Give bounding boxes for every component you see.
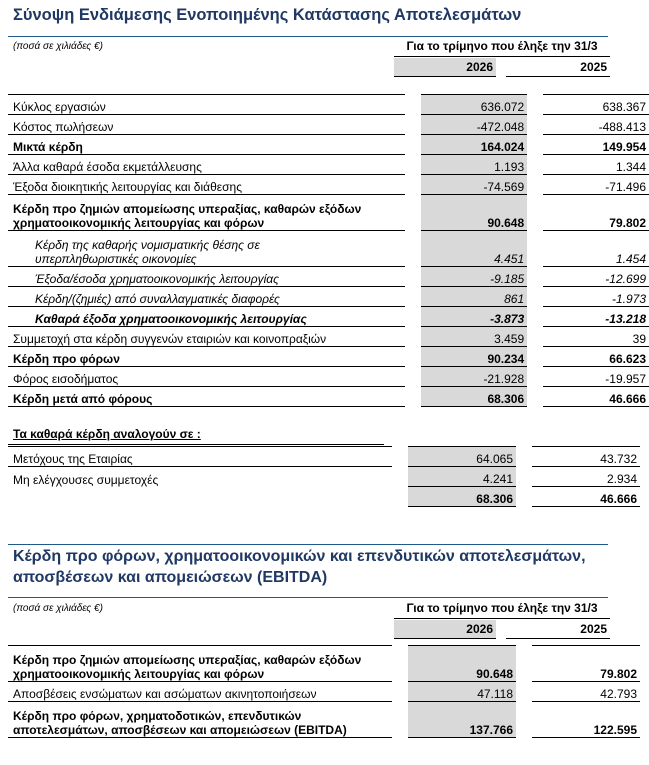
value-2025: -71.496: [543, 175, 649, 195]
value-2025: 638.367: [543, 95, 649, 115]
section1-title-rule: [8, 36, 608, 37]
section1-units: (ποσά σε χιλιάδες €): [13, 41, 103, 52]
value-2025: 2.934: [532, 467, 640, 487]
value-2026: -472.048: [421, 115, 527, 135]
value-2025: 1.454: [543, 231, 649, 267]
row-label: Κέρδη/(ζημιές) από συναλλαγματικές διαφορές: [8, 287, 405, 307]
attribution-table: [8, 446, 640, 507]
income-statement-table: [8, 94, 649, 407]
row-label: Συμμετοχή στα κέρδη συγγενών εταιριών και κοινοπραξιών: [8, 327, 405, 347]
value-2026: -74.569: [421, 175, 527, 195]
row-label: Μικτά κέρδη: [8, 135, 405, 155]
table-row: [8, 135, 649, 155]
value-2025: 149.954: [543, 135, 649, 155]
table-row: [8, 95, 649, 115]
value-2026: 90.234: [421, 347, 527, 367]
table-row: [8, 231, 649, 267]
value-2025: 1.344: [543, 155, 649, 175]
value-2025: -12.699: [543, 267, 649, 287]
row-label: Έξοδα/έσοδα χρηματοοικονομικής λειτουργίας: [8, 267, 405, 287]
value-2026: -21.928: [421, 367, 527, 387]
table-row: [8, 347, 649, 367]
row-label: Κέρδη προ φόρων: [8, 347, 405, 367]
table-row: [8, 327, 649, 347]
table-row: [8, 307, 649, 327]
value-2026: 68.306: [421, 387, 527, 407]
section1-year-2025: 2025: [580, 60, 607, 74]
row-label: Έξοδα διοικητικής λειτουργίας και διάθεσης: [8, 175, 405, 195]
value-2026: 3.459: [421, 327, 527, 347]
total-2026: 68.306: [408, 487, 516, 507]
row-label: Άλλα καθαρά έσοδα εκμετάλλευσης: [8, 155, 405, 175]
value-2025: -1.973: [543, 287, 649, 307]
value-2025: 42.793: [532, 682, 640, 702]
table-row: [8, 115, 649, 135]
row-label: Κέρδη της καθαρής νομισματικής θέσης σε υπερπληθωριστικές οικονομίες: [8, 231, 405, 267]
row-label: Κέρδη προ ζημιών απομείωσης υπεραξίας, καθαρών εξόδων χρηματοοικονομικής λειτουργίας και φόρων: [8, 195, 405, 231]
row-label: Κόστος πωλήσεων: [8, 115, 405, 135]
value-2025: 122.595: [532, 702, 640, 738]
total-2025: 46.666: [532, 487, 640, 507]
value-2026: 4.241: [408, 467, 516, 487]
table-row: [8, 287, 649, 307]
table-row: [8, 702, 640, 738]
period-underline: [394, 56, 610, 57]
section2-title: Κέρδη προ φόρων, χρηματοοικονομικών και επενδυτικών αποτελεσμάτων, αποσβέσεων και απομειώσεων (EBITDA): [13, 548, 586, 586]
row-label: Κέρδη προ ζημιών απομείωσης υπεραξίας, καθαρών εξόδων χρηματοοικονομικής λειτουργίας και φόρων: [8, 646, 392, 682]
value-2026: 90.648: [421, 195, 527, 231]
ebitda-table: [8, 645, 640, 738]
value-2026: 636.072: [421, 95, 527, 115]
table-row: [8, 267, 649, 287]
section1-title: Σύνοψη Ενδιάμεσης Ενοποιημένης Κατάστασης Αποτελεσμάτων: [13, 6, 522, 24]
row-label: Κέρδη μετά από φόρους: [8, 387, 405, 407]
table-row: [8, 387, 649, 407]
section1-period-header: Για το τρίμηνο που έληξε την 31/3: [406, 39, 598, 53]
table-row: [8, 646, 640, 682]
section2-period-header: Για το τρίμηνο που έληξε την 31/3: [406, 601, 598, 615]
value-2025: -19.957: [543, 367, 649, 387]
value-2026: 47.118: [408, 682, 516, 702]
value-2025: -13.218: [543, 307, 649, 327]
table-row: [8, 467, 640, 487]
section2-units: (ποσά σε χιλιάδες €): [13, 603, 103, 614]
value-2026: 164.024: [421, 135, 527, 155]
row-label: Καθαρά έξοδα χρηματοοικονομικής λειτουργίας: [8, 307, 405, 327]
section2-year-2026: 2026: [394, 620, 496, 638]
table-row: [8, 487, 640, 507]
value-2026: 90.648: [408, 646, 516, 682]
value-2026: 1.193: [421, 155, 527, 175]
attribution-header: Τα καθαρά κέρδη αναλογούν σε :: [13, 427, 201, 441]
section2-title-rule-top: [8, 544, 608, 545]
value-2025: 79.802: [543, 195, 649, 231]
value-2025: 46.666: [543, 387, 649, 407]
value-2026: -9.185: [421, 267, 527, 287]
value-2025: -488.413: [543, 115, 649, 135]
table-row: [8, 447, 640, 467]
value-2026: 137.766: [408, 702, 516, 738]
row-label: Μετόχους της Εταιρίας: [8, 447, 392, 467]
row-label: Μη ελέγχουσες συμμετοχές: [8, 467, 392, 487]
section2-year-2025: 2025: [580, 622, 607, 636]
table-row: [8, 682, 640, 702]
row-label: Φόρος εισοδήματος: [8, 367, 405, 387]
value-2026: 64.065: [408, 447, 516, 467]
table-row: [8, 175, 649, 195]
value-2025: 43.732: [532, 447, 640, 467]
section1-year-2026: 2026: [394, 58, 496, 76]
value-2025: 66.623: [543, 347, 649, 367]
value-2026: -3.873: [421, 307, 527, 327]
row-label: Κέρδη προ φόρων, χρηματοδοτικών, επενδυτικών αποτελεσμάτων, αποσβέσεων και απομειώσεων (EBITDA): [8, 702, 392, 738]
value-2026: 4.451: [421, 231, 527, 267]
row-label: Κύκλος εργασιών: [8, 95, 405, 115]
row-label: Αποσβέσεις ενσώματων και ασώματων ακινητοποιήσεων: [8, 682, 392, 702]
table-row: [8, 155, 649, 175]
table-row: [8, 367, 649, 387]
section2-title-rule: [8, 597, 608, 598]
value-2025: 79.802: [532, 646, 640, 682]
value-2025: 39: [543, 327, 649, 347]
table-row: [8, 195, 649, 231]
value-2026: 861: [421, 287, 527, 307]
